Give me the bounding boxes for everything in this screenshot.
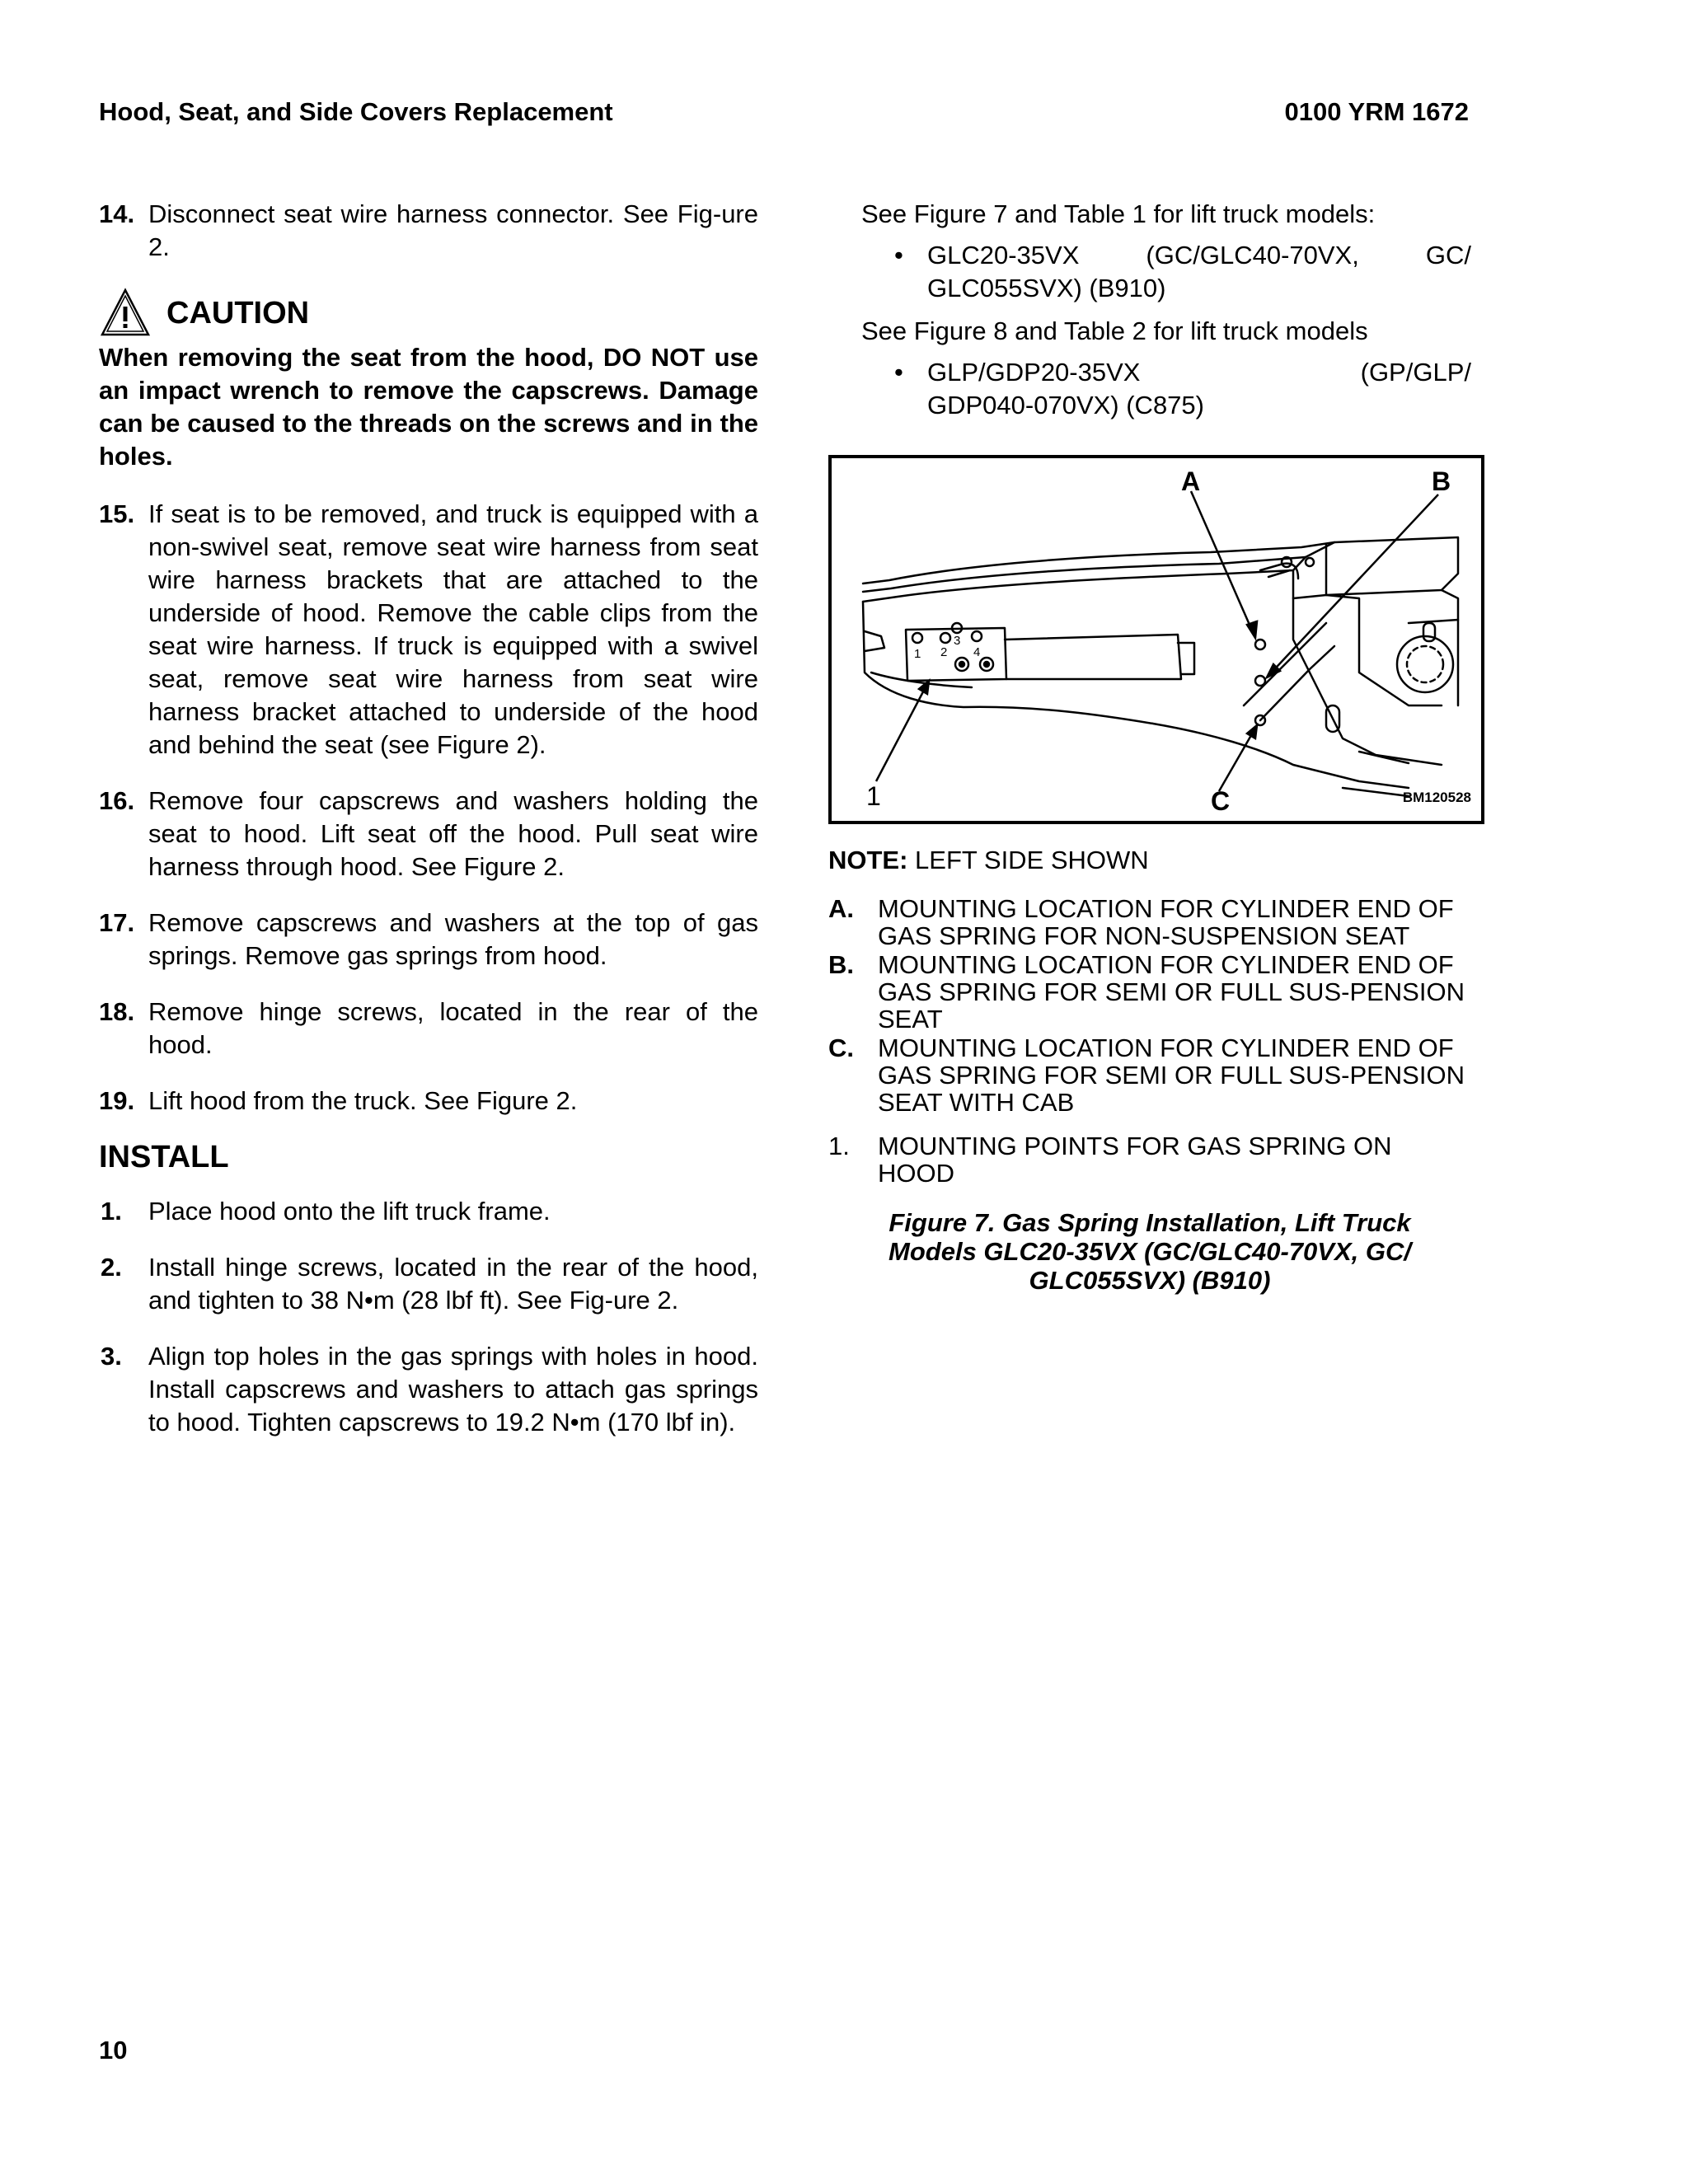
step-text: Remove capscrews and washers at the top of gas springs. Remove gas springs from hood. [148,908,758,970]
caution-heading [99,287,758,340]
step-number: 19. [99,1086,135,1115]
bullet-part: (GC/GLC40-70VX, [1146,241,1359,269]
step-17 [99,907,758,972]
bullet-line-1 [927,356,1471,389]
install-step-1 [99,1195,758,1228]
legend-item-a [828,895,1471,949]
figure-code: BM120528 [1402,790,1471,805]
step-18 [99,996,758,1062]
page-number: 10 [99,2036,128,2064]
legend-text: MOUNTING LOCATION FOR CYLINDER END OF GAS SPRING FOR SEMI OR FULL SUS-PENSION SEAT [878,950,1465,1033]
note-label: NOTE: [828,846,908,874]
step-text: Lift hood from the truck. See Figure 2. [148,1086,578,1115]
step-text: Install hinge screws, located in the rear of the hood, and tighten to 38 N•m (28 lbf ft). See Fig-ure 2. [148,1253,758,1315]
hole-label: 4 [973,645,981,659]
step-text: Place hood onto the lift truck frame. [148,1197,551,1226]
step-number: 14. [99,199,135,228]
header-title: Hood, Seat, and Side Covers Replacement [99,97,613,126]
step-text: If seat is to be removed, and truck is equipped with a non-swivel seat, remove seat wire harness from seat wire harness brackets that are attached to the underside of hood. Remove the cable clips from the seat wire harness. If truck is equipped with a swivel seat, remove seat wire harness from seat wire harness bracket attached to underside of the hood and behind the seat (see Figure 2). [148,499,758,759]
mount-hole-b [1255,676,1265,686]
figure-label-c: C [1211,786,1231,816]
step-number: 18. [99,997,135,1026]
hole-label: 1 [914,647,921,661]
figure-7-illustration [828,455,1484,824]
bullet-models-b910 [828,239,1471,305]
step-text: Disconnect seat wire harness connector. See Fig-ure 2. [148,199,758,261]
warning-icon [99,287,152,340]
bullet-line-1 [927,239,1471,272]
step-number: 1. [101,1197,122,1226]
step-16 [99,785,758,883]
intro-figure-8: See Figure 8 and Table 2 for lift truck models [861,316,1368,345]
step-number: 3. [101,1342,122,1371]
step-15 [99,498,758,762]
bullet-line-2: GLC055SVX) (B910) [927,274,1166,302]
bullet-part: GC/ [1425,241,1471,269]
header-doc-number: 0100 YRM 1672 [1284,97,1469,126]
hole-label: 2 [940,645,948,659]
step-number: 16. [99,786,135,815]
legend-text: MOUNTING LOCATION FOR CYLINDER END OF GAS SPRING FOR NON-SUSPENSION SEAT [878,894,1454,950]
bullet-dot: • [894,358,903,387]
hole-label: 3 [954,634,961,648]
install-step-2 [99,1251,758,1317]
note-text: LEFT SIDE SHOWN [907,846,1149,874]
bullet-part: GLP/GDP20-35VX [927,358,1141,387]
figure-label-a: A [1181,466,1201,496]
intro-figure-7: See Figure 7 and Table 1 for lift truck models: [861,199,1376,228]
step-text: Align top holes in the gas springs with holes in hood. Install capscrews and washers to attach gas springs to hood. Tighten capscrews to 19.2 N•m (170 lbf in). [148,1342,758,1436]
figure-note [828,844,1471,877]
step-19 [99,1085,758,1118]
step-number: 17. [99,908,135,937]
bullet-part: (GP/GLP/ [1360,358,1471,387]
legend-item-b [828,951,1471,1033]
legend-key: 1. [828,1132,850,1160]
gas-spring-drawing [832,458,1481,821]
bullet-models-c875 [828,356,1471,422]
legend-text: MOUNTING POINTS FOR GAS SPRING ON HOOD [878,1132,1392,1188]
caution-text: When removing the seat from the hood, DO NOT use an impact wrench to remove the capscrews. Damage can be caused to the threads on the screws and in the holes. [99,343,758,471]
legend-text: MOUNTING LOCATION FOR CYLINDER END OF GAS SPRING FOR SEMI OR FULL SUS-PENSION SEAT WITH CAB [878,1033,1465,1117]
legend-key: B. [828,950,854,979]
bullet-dot: • [894,241,903,269]
step-text: Remove four capscrews and washers holding the seat to hood. Lift seat off the hood. Pull seat wire harness through hood. See Figure 2. [148,786,758,881]
step-14 [99,198,758,264]
figure-label-1: 1 [866,781,881,811]
figure-label-b: B [1432,466,1451,496]
caution-title: CAUTION [166,296,310,330]
legend-item-c [828,1034,1471,1116]
install-heading: INSTALL [99,1140,229,1174]
bullet-line-2: GDP040-070VX) (C875) [927,391,1204,419]
install-step-3 [99,1340,758,1439]
right-column [828,198,1471,1295]
legend-item-1 [828,1132,1471,1187]
step-text: Remove hinge screws, located in the rear of the hood. [148,997,758,1059]
step-number: 15. [99,499,135,528]
mount-hole-a [1255,640,1265,649]
legend-key: C. [828,1033,854,1062]
bullet-part: GLC20-35VX [927,241,1080,269]
step-number: 2. [101,1253,122,1282]
legend-key: A. [828,894,854,923]
left-column [99,198,758,1462]
figure-caption: Figure 7. Gas Spring Installation, Lift Truck Models GLC20-35VX (GC/GLC40-70VX, GC/ GLC055SVX) (B910) [889,1208,1411,1295]
